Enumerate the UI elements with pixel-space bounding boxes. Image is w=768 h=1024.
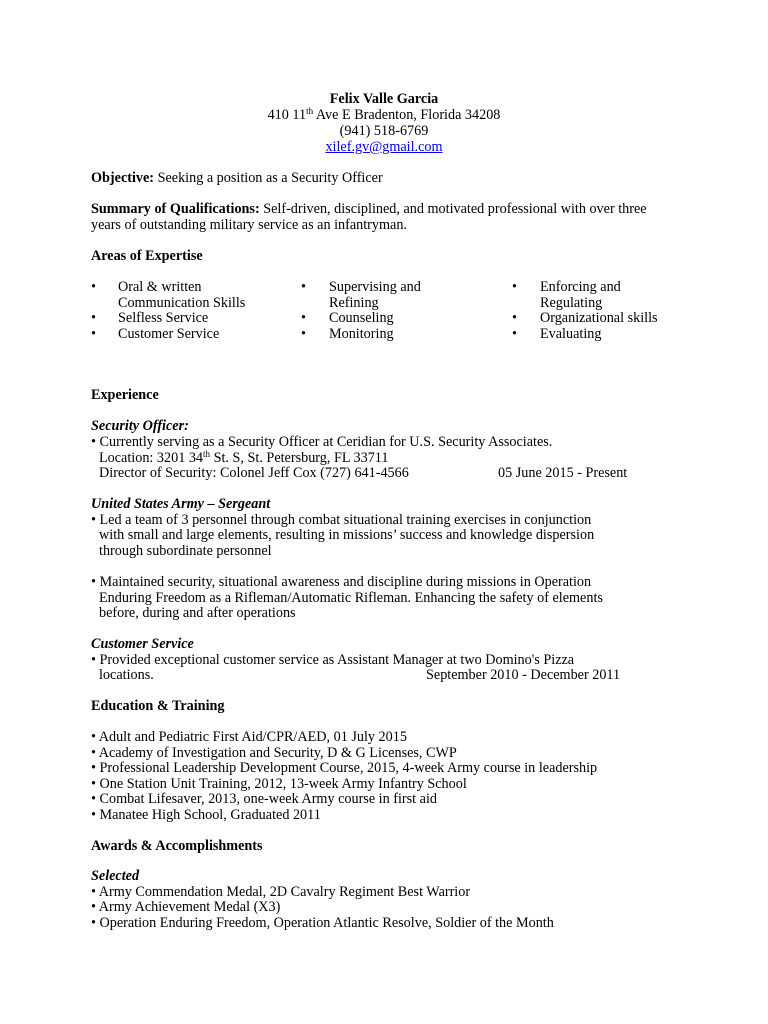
location-suffix: th xyxy=(203,449,211,459)
experience-heading: Experience xyxy=(91,387,159,403)
bullet: • xyxy=(91,279,96,295)
expertise-item: Organizational skills xyxy=(540,310,658,326)
summary-label: Summary of Qualifications: xyxy=(91,201,260,217)
education-item: • One Station Unit Training, 2012, 13-week Army Infantry School xyxy=(91,776,467,792)
email-link[interactable]: xilef.gv@gmail.com xyxy=(325,139,443,155)
award-item: • Operation Enduring Freedom, Operation Atlantic Resolve, Soldier of the Month xyxy=(91,915,554,931)
address-line xyxy=(0,108,768,124)
summary-line-1 xyxy=(91,202,647,218)
expertise-item: Monitoring xyxy=(329,326,394,342)
location-text: Location: 3201 34 xyxy=(99,450,204,466)
job-bullet: • Led a team of 3 personnel through combat situational training exercises in conjunction xyxy=(91,512,592,528)
job-bullet: • Provided exceptional customer service as Assistant Manager at two Domino's Pizza xyxy=(91,652,575,668)
objective-text: Seeking a position as a Security Officer xyxy=(154,170,383,186)
education-item: • Manatee High School, Graduated 2011 xyxy=(91,807,321,823)
objective xyxy=(91,171,383,187)
award-item: • Army Achievement Medal (X3) xyxy=(91,899,281,915)
awards-heading: Awards & Accomplishments xyxy=(91,838,263,854)
expertise-item: Supervising and xyxy=(329,279,421,295)
job-dates: September 2010 - December 2011 xyxy=(426,667,621,683)
bullet: • xyxy=(301,326,306,342)
expertise-item: Regulating xyxy=(540,295,603,311)
bullet: • xyxy=(301,279,306,295)
bullet: • xyxy=(91,326,96,342)
summary-text-1: Self-driven, disciplined, and motivated professional with over three xyxy=(259,201,647,217)
expertise-item: Refining xyxy=(329,295,379,311)
expertise-heading: Areas of Expertise xyxy=(91,248,203,264)
job-bullet-continuation: through subordinate personnel xyxy=(99,543,272,559)
expertise-item: Counseling xyxy=(329,310,394,326)
expertise-item: Communication Skills xyxy=(118,295,246,311)
education-item: • Academy of Investigation and Security, D & G Licenses, CWP xyxy=(91,745,457,761)
expertise-item: Selfless Service xyxy=(118,310,209,326)
email-line xyxy=(0,140,768,156)
job-title-customer-service: Customer Service xyxy=(91,636,194,652)
applicant-name: Felix Valle Garcia xyxy=(329,91,439,107)
job-director: Director of Security: Colonel Jeff Cox (727) 641-4566 xyxy=(99,465,409,481)
job-bullet-continuation: with small and large elements, resulting in missions’ success and knowledge dispersion xyxy=(99,527,595,543)
job-title-security-officer: Security Officer: xyxy=(91,418,189,434)
education-item: • Adult and Pediatric First Aid/CPR/AED, 01 July 2015 xyxy=(91,729,407,745)
summary-line-2: years of outstanding military service as an infantryman. xyxy=(91,217,407,233)
objective-label: Objective: xyxy=(91,170,155,186)
expertise-item: Enforcing and xyxy=(540,279,621,295)
award-item: • Army Commendation Medal, 2D Cavalry Regiment Best Warrior xyxy=(91,884,471,900)
job-title-army-sergeant: United States Army – Sergeant xyxy=(91,496,271,512)
education-heading: Education & Training xyxy=(91,698,225,714)
expertise-item: Customer Service xyxy=(118,326,220,342)
bullet: • xyxy=(512,279,517,295)
bullet: • xyxy=(301,310,306,326)
bullet: • xyxy=(512,326,517,342)
awards-subheading: Selected xyxy=(91,868,140,884)
expertise-item: Oral & written xyxy=(118,279,202,295)
job-bullet-continuation: before, during and after operations xyxy=(99,605,296,621)
address-street: Ave E Bradenton, Florida 34208 xyxy=(313,107,501,123)
bullet: • xyxy=(512,310,517,326)
job-bullet-continuation: Enduring Freedom as a Rifleman/Automatic Rifleman. Enhancing the safety of elements xyxy=(99,590,603,606)
job-bullet: • Maintained security, situational awareness and discipline during missions in Operation xyxy=(91,574,592,590)
address-number: 410 11 xyxy=(267,107,307,123)
expertise-item: Evaluating xyxy=(540,326,602,342)
phone-number: (941) 518-6769 xyxy=(339,123,429,139)
job-dates: 05 June 2015 - Present xyxy=(498,465,628,481)
education-item: • Combat Lifesaver, 2013, one-week Army course in first aid xyxy=(91,791,437,807)
address-suffix: th xyxy=(306,106,314,116)
education-item: • Professional Leadership Development Course, 2015, 4-week Army course in leadership xyxy=(91,760,598,776)
location-street: St. S, St. Petersburg, FL 33711 xyxy=(210,450,389,466)
job-bullet-continuation: locations. xyxy=(99,667,154,683)
bullet: • xyxy=(91,310,96,326)
job-bullet: • Currently serving as a Security Officer at Ceridian for U.S. Security Associates. xyxy=(91,434,553,450)
